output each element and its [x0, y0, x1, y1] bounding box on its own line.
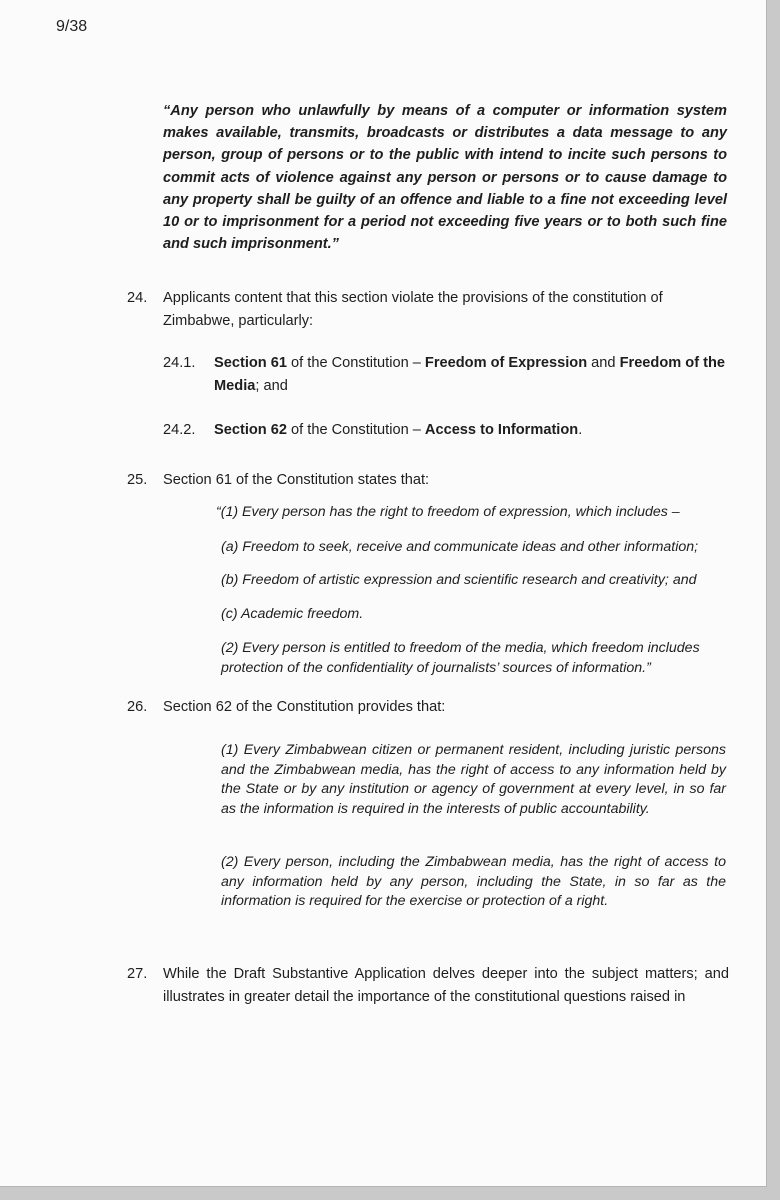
paragraph-number: 25. [127, 472, 148, 488]
section-ref: Section 61 [214, 355, 287, 371]
subparagraph-text: Section 61 of the Constitution – Freedom of Expression and Freedom of the Media; and [214, 355, 725, 394]
paragraph-text: While the Draft Substantive Application delves deeper into the subject matters; and illustrates in greater detail the importance of the constitutional questions raised in [163, 966, 729, 1005]
paragraph-text: Applicants content that this section violate the provisions of the constitution of Zimbabwe, particularly: [163, 290, 663, 329]
section-ref: Section 62 [214, 422, 287, 438]
paragraph-number: 24. [127, 290, 148, 306]
paragraph-text: Section 61 of the Constitution states that: [163, 472, 430, 488]
paragraph-25 [0, 469, 766, 494]
quote-s61-b: (b) Freedom of artistic expression and scientific research and creativity; and [221, 572, 697, 588]
quote-s62-2: (2) Every person, including the Zimbabwean media, has the right of access to any information held by any person, including the State, in so far as the information is required for the exercise or protection of a right. [221, 854, 726, 909]
quote-s61-1: “(1) Every person has the right to freedom of expression, which includes – [216, 504, 680, 520]
subparagraph-number: 24.2. [163, 422, 196, 438]
subparagraph-24-2 [0, 419, 766, 444]
statute-quote: “Any person who unlawfully by means of a computer or information system makes available, transmits, broadcasts or distributes a data message to any person, group of persons or to the public with intend to incite such persons to commit acts of violence against any person or persons or to cause damage to any property shall be guilty of an offence and liable to a fine not exceeding level 10 or to imprisonment for a period not exceeding five years or to both such fine and such imprisonment.” [163, 103, 727, 253]
quote-s62-1: (1) Every Zimbabwean citizen or permanent resident, including juristic persons and the Zimbabwean media, has the right of access to any information held by the State or by any institution or agency of government at every level, in so far as the information is required in the interests of public accountability. [221, 742, 726, 817]
paragraph-number: 26. [127, 699, 148, 715]
paragraph-24 [0, 287, 766, 337]
subparagraph-number: 24.1. [163, 355, 196, 371]
paragraph-27 [0, 963, 766, 1013]
subparagraph-text: Section 62 of the Constitution – Access to Information. [214, 422, 583, 438]
subparagraph-24-1 [0, 352, 766, 402]
quote-s61-2: (2) Every person is entitled to freedom of the media, which freedom includes protection of the confidentiality of journalists’ sources of information.” [221, 640, 700, 676]
paragraph-number: 27. [127, 966, 148, 982]
paragraph-text: Section 62 of the Constitution provides that: [163, 699, 446, 715]
paragraph-26 [0, 696, 766, 721]
quote-s61-c: (c) Academic freedom. [221, 606, 364, 622]
quote-s61-a: (a) Freedom to seek, receive and communicate ideas and other information; [221, 539, 699, 555]
page-indicator: 9/38 [56, 18, 88, 35]
